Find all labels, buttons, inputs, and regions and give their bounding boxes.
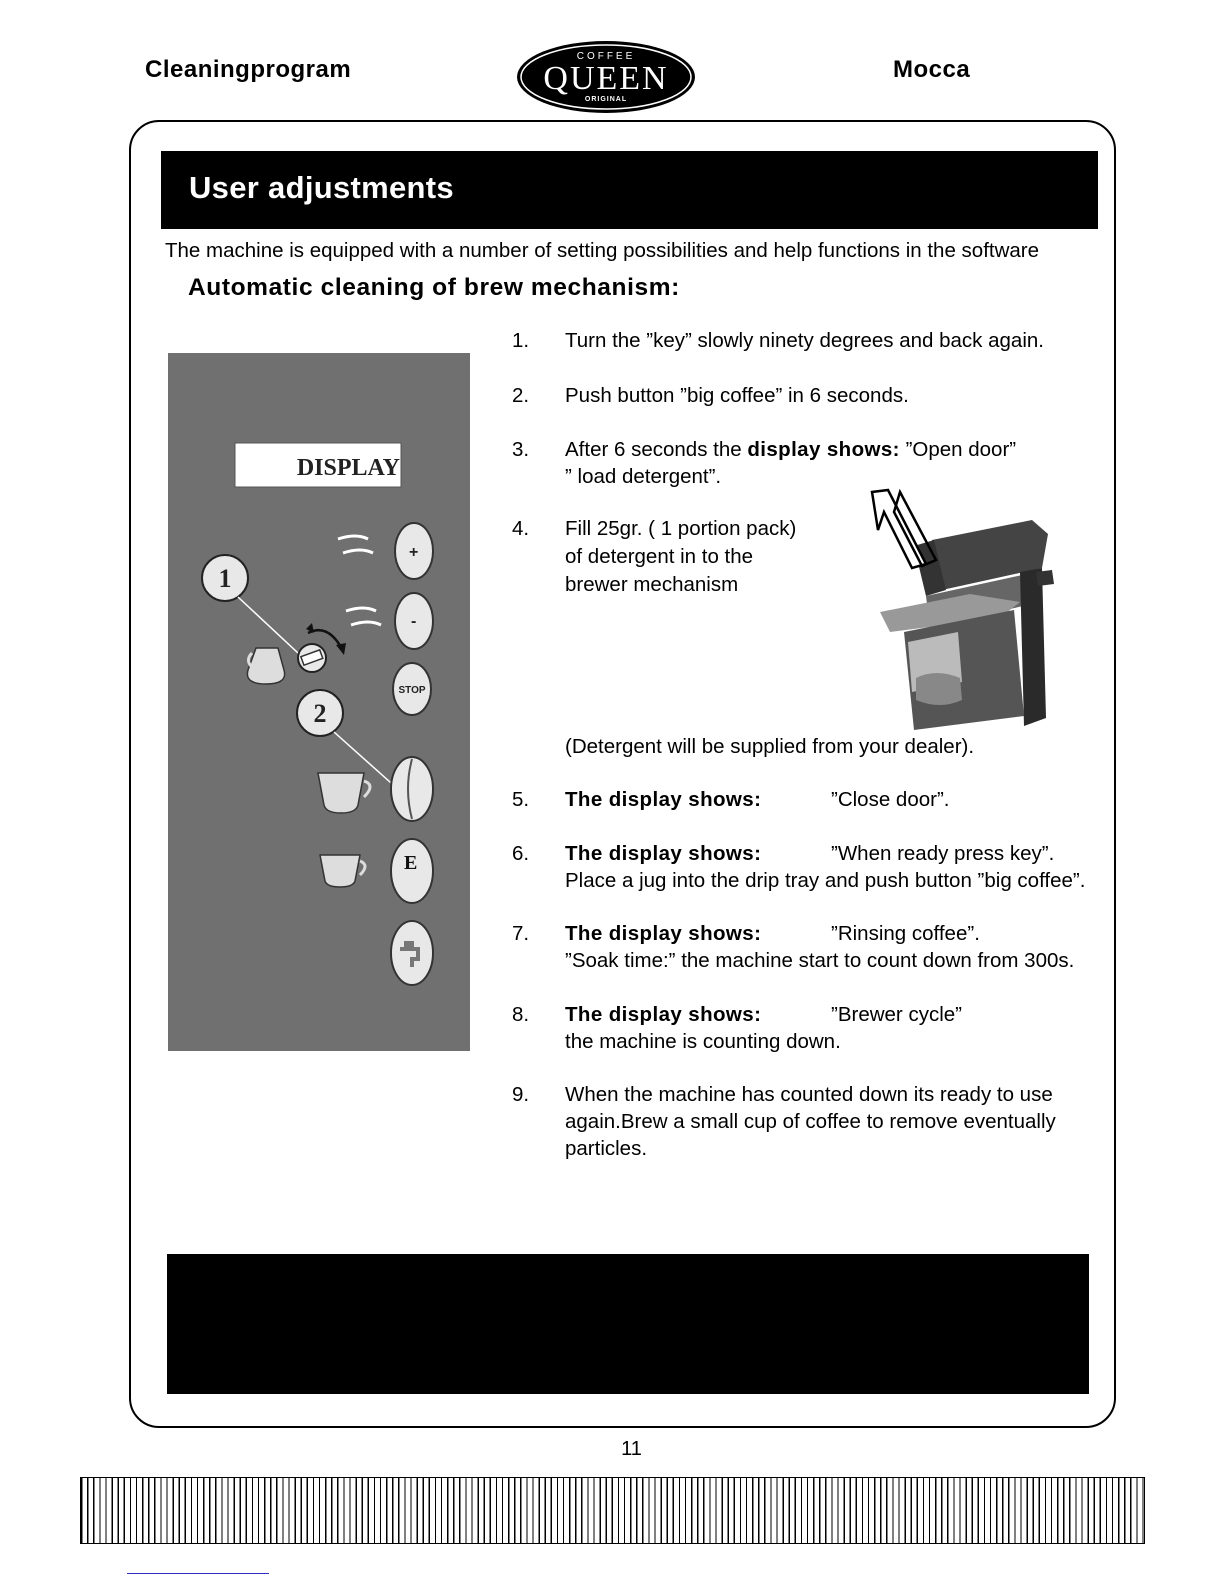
decorative-barcode-strip xyxy=(80,1477,1145,1544)
step-text: When the machine has counted down its ready to use xyxy=(565,1083,1053,1106)
step-number: 9. xyxy=(512,1083,530,1106)
display-label: DISPLAY xyxy=(296,455,400,481)
page-title: User adjustments xyxy=(189,170,454,205)
intro-text: The machine is equipped with a number of setting possibilities and help functions in the software xyxy=(165,239,1040,262)
svg-text:-: - xyxy=(411,613,417,630)
display-message: ”Rinsing coffee”. xyxy=(831,922,980,945)
section-heading: Automatic cleaning of brew mechanism: xyxy=(188,274,680,301)
svg-text:QUEEN: QUEEN xyxy=(543,60,669,97)
step-label: The display shows: xyxy=(565,788,762,811)
step-number: 1. xyxy=(512,329,530,352)
step-number: 6. xyxy=(512,842,530,865)
step-number: 2. xyxy=(512,384,530,407)
svg-text:COFFEE: COFFEE xyxy=(576,51,636,62)
step-text: brewer mechanism xyxy=(565,573,739,596)
step-text: ” load detergent”. xyxy=(565,465,722,488)
step-text: of detergent in to the xyxy=(565,545,754,568)
footer-link-underline xyxy=(127,1573,269,1574)
step-text: Push button ”big coffee” in 6 seconds. xyxy=(565,384,909,407)
step-text: particles. xyxy=(565,1137,648,1160)
svg-text:ORIGINAL: ORIGINAL xyxy=(584,96,628,103)
step-text: the machine is counting down. xyxy=(565,1030,841,1053)
step-label: The display shows: xyxy=(565,1003,762,1026)
step-number: 4. xyxy=(512,517,530,540)
header-section-title: Cleaningprogram xyxy=(145,56,352,83)
step-label: The display shows: xyxy=(565,842,762,865)
display-message: ”Brewer cycle” xyxy=(831,1003,962,1026)
step-number: 7. xyxy=(512,922,530,945)
step-number: 3. xyxy=(512,438,530,461)
step-text: Fill 25gr. ( 1 portion pack) xyxy=(565,517,797,540)
svg-text:E: E xyxy=(404,852,418,874)
step-text: Turn the ”key” slowly ninety degrees and back again. xyxy=(565,329,1044,352)
step-text: ”Soak time:” the machine start to count down from 300s. xyxy=(565,949,1075,972)
svg-text:STOP: STOP xyxy=(398,685,426,696)
header-model-name: Mocca xyxy=(893,56,971,83)
svg-text:1: 1 xyxy=(218,564,232,593)
step-text: After 6 seconds the display shows: ”Open door” xyxy=(565,438,1017,461)
bottom-black-box xyxy=(167,1254,1089,1394)
display-message: ”Close door”. xyxy=(831,788,950,811)
detergent-note: (Detergent will be supplied from your dealer). xyxy=(565,735,975,758)
svg-text:2: 2 xyxy=(313,699,327,728)
step-text: Place a jug into the drip tray and push button ”big coffee”. xyxy=(565,869,1086,892)
step-number: 8. xyxy=(512,1003,530,1026)
svg-text:+: + xyxy=(409,544,419,561)
step-text: again.Brew a small cup of coffee to remove eventually xyxy=(565,1110,1056,1133)
step-label: The display shows: xyxy=(565,922,762,945)
step-number: 5. xyxy=(512,788,530,811)
display-message: ”When ready press key”. xyxy=(831,842,1055,865)
page-number: 11 xyxy=(621,1438,642,1460)
